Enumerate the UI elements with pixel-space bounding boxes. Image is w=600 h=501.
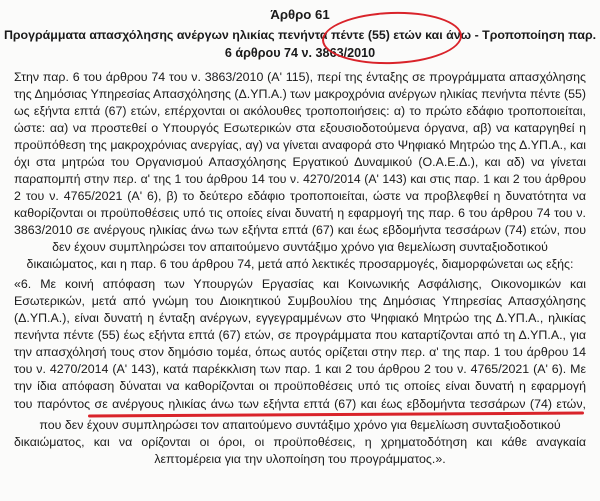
underlined-phrase: σε ανέργους ηλικίας άνω των εξήντα επτά (67) και έως εβδομήντα τεσσάρων (74) ετών [94, 397, 583, 411]
body-line: που δεν έχουν συμπληρώσει τον απαιτούμενο συντάξιμο χρόνο για θεμελίωση συνταξιοδοτικού [39, 418, 561, 432]
body-line: παραπομπή στην περ. α' της 1 του άρθρου 14 του ν. 4270/2014 (Α' 143) και στις παρ. 1 και 2 του άρθρου [14, 172, 586, 186]
body-line: 3863/2010 σε ανέργους ηλικίας άνω των εξήντα επτά (67) και έως εβδομήντα τεσσάρων (74) ετών, που [14, 223, 586, 237]
article-number: Άρθρο 61 [270, 7, 330, 22]
body-line: (Δ.ΥΠ.Α.), είναι δυνατή η ένταξη ανέργων, εγγεγραμμένων στο Ψηφιακό Μητρώο της Δ.ΥΠ.Α., ηλικίας [14, 311, 586, 325]
article-title-highlight: (55) ετών και άνω [367, 28, 472, 42]
body-line: καθορίζονται οι προϋποθέσεις υπό τις οποίες είναι δυνατή η εφαρμογή της παρ. 6 του άρθρου 74 του ν. [14, 206, 586, 220]
article-title-line-1 [0, 27, 600, 44]
underlined-line-end: , [582, 397, 586, 411]
body-line: του ν. 4270/2014 (Α' 143), κατά παρέκκλιση των παρ. 1 και 2 του άρθρου 2 του ν. 4765/2021 (Α' 6). Με [14, 362, 586, 376]
article-title-line-2: 6 άρθρου 74 ν. 3863/2010 [224, 46, 376, 60]
body-line: ως εξήντα επτά (67) ετών, επέρχονται οι ακόλουθες τροποποιήσεις: α) το πρώτο εδάφιο τροποποιείται, [14, 104, 586, 118]
article-title-end: - Τροποποίηση παρ. [471, 28, 597, 42]
article-title-start: Προγράμματα απασχόλησης ανέργων ηλικίας πενήντα πέντε [3, 28, 368, 42]
body-line: της Δημόσιας Υπηρεσίας Απασχόλησης (Δ.ΥΠ.Α.) των μακροχρόνια ανέργων ηλικίας πενήντα πέντε (55) [14, 87, 586, 101]
body-line: δεν έχουν συμπληρώσει τον απαιτούμενο συντάξιμο χρόνο για θεμελίωση συνταξιοδοτικού [52, 240, 548, 254]
body-line: την ίδια απόφαση δύναται να καθορίζονται οι προϋποθέσεις υπό τις οποίες είναι δυνατή η εφαρμογή [14, 379, 586, 393]
underlined-line [14, 396, 586, 413]
body-line: δικαιώματος, και η παρ. 6 του άρθρου 74, μετά από λεκτικές προσαρμογές, διαμορφώνεται ως εξής: [26, 257, 574, 271]
underlined-line-start: του παρόντος [14, 397, 95, 411]
body-line: πενήντα πέντε (55) έως εξήντα επτά (67) ετών, σε προγράμματα που καταρτίζονται από τη Δ.ΥΠ.Α., για [14, 328, 586, 342]
body-line: δικαιώματος, και να ορίζονται οι όροι, οι προϋποθέσεις, η χρηματοδότηση και κάθε αναγκαία [14, 435, 586, 449]
body-line: 2 του ν. 4765/2021 (Α' 6), β) το δεύτερο εδάφιο τροποποιείται, ώστε να προβλεφθεί η δυνατότητα να [14, 189, 586, 203]
body-line: προϋπόθεση της μακροχρόνιας ανεργίας, αγ) να γίνεται αναφορά στο Ψηφιακό Μητρώο της Δ.ΥΠ.Α., και [14, 138, 586, 152]
body-line: λεπτομέρεια για την υλοποίηση του προγράμματος.». [154, 452, 446, 466]
body-line: Εσωτερικών, μετά από γνώμη του Διοικητικού Συμβουλίου της Δημόσιας Υπηρεσίας Απασχόλησης [14, 294, 586, 308]
body-line: την απασχόλησή τους στον δημόσιο τομέα, όπως αυτός ορίζεται στην περ. α' της παρ. 1 του άρθρου 14 [14, 345, 586, 359]
body-line: «6. Με κοινή απόφαση των Υπουργών Εργασίας και Κοινωνικής Ασφάλισης, Οικονομικών και [14, 277, 586, 291]
body-line: ώστε: αα) να προστεθεί ο Υπουργός Εσωτερικών στα εξουσιοδοτούμενα όργανα, αβ) να καταργηθεί η [14, 121, 586, 135]
body-line: Στην παρ. 6 του άρθρου 74 του ν. 3863/2010 (Α' 115), περί της ένταξης σε προγράμματα απασχόλησης [14, 70, 586, 84]
body-line: όχι στα μητρώα του Οργανισμού Απασχόλησης Εργατικού Δυναμικού (Ο.Α.Ε.Δ.), και αδ) να γίνεται [14, 155, 586, 169]
